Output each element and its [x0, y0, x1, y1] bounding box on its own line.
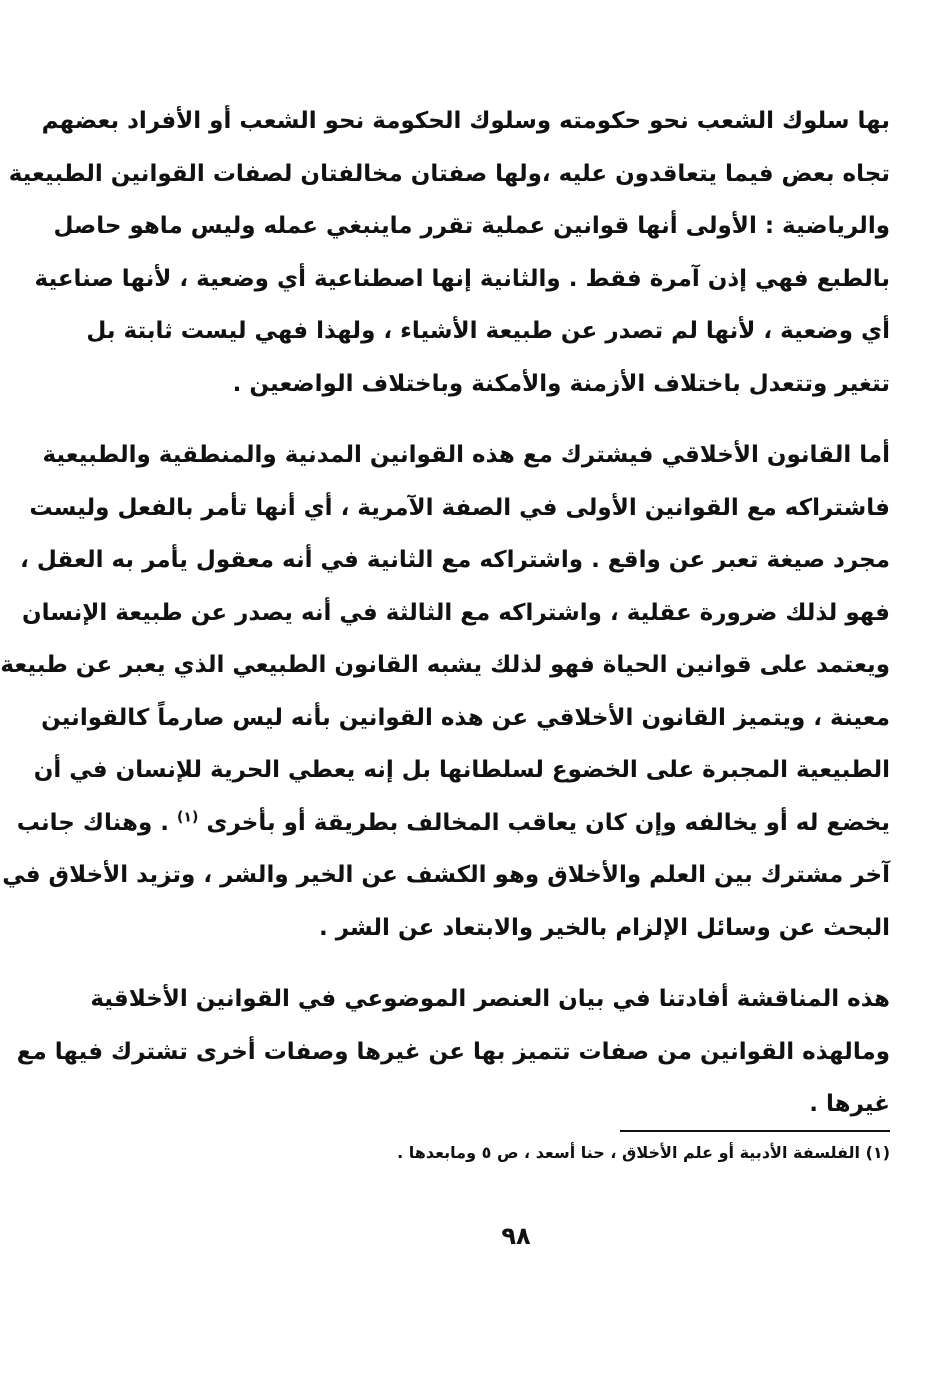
paragraph-1: [8, 95, 890, 410]
text-line: فاشتراكه مع القوانين الأولى في الصفة الآمرية ، أي أنها تأمر بالفعل وليست: [29, 494, 890, 521]
text-segment: يخضع له أو يخالفه وإن كان يعاقب المخالف بطريقة أو بأخرى: [206, 809, 890, 836]
text-line: تتغير وتتعدل باختلاف الأزمنة والأمكنة وباختلاف الواضعين .: [232, 370, 890, 397]
footnote-reference[interactable]: (١): [177, 808, 199, 825]
paragraph-3: [16, 973, 890, 1131]
text-line: معينة ، ويتميز القانون الأخلاقي عن هذه القوانين بأنه ليس صارماً كالقوانين: [41, 704, 890, 731]
page-number: ٩٨: [501, 1222, 531, 1250]
page-body: [0, 95, 890, 1150]
text-line: آخر مشترك بين العلم والأخلاق وهو الكشف عن الخير والشر ، وتزيد الأخلاق في: [2, 862, 890, 888]
text-line: بالطبع فهي إذن آمرة فقط . والثانية إنها اصطناعية أي وضعية ، لأنها صناعية: [34, 265, 890, 292]
footnote-divider: [620, 1130, 890, 1132]
text-line: فهو لذلك ضرورة عقلية ، واشتراكه مع الثالثة في أنه يصدر عن طبيعة الإنسان: [21, 599, 890, 626]
text-line: البحث عن وسائل الإلزام بالخير والابتعاد عن الشر .: [318, 914, 890, 941]
text-line: أما القانون الأخلاقي فيشترك مع هذه القوانين المدنية والمنطقية والطبيعية: [42, 442, 890, 468]
paragraph-2: [0, 429, 890, 954]
text-line: هذه المناقشة أفادتنا في بيان العنصر الموضوعي في القوانين الأخلاقية: [90, 986, 890, 1012]
text-line-with-footnote-ref: [16, 797, 890, 850]
text-line: تجاه بعض فيما يتعاقدون عليه ،ولها صفتان مخالفتان لصفات القوانين الطبيعية: [8, 160, 890, 187]
text-line: ومالهذه القوانين من صفات تتميز بها عن غيرها وصفات أخرى تشترك فيها مع: [16, 1038, 890, 1065]
text-line: أي وضعية ، لأنها لم تصدر عن طبيعة الأشياء ، ولهذا فهي ليست ثابتة بل: [86, 318, 890, 344]
text-line: مجرد صيغة تعبر عن واقع . واشتراكه مع الثانية في أنه معقول يأمر به العقل ،: [20, 547, 890, 573]
text-line: والرياضية : الأولى أنها قوانين عملية تقرر ماينبغي عمله وليس ماهو حاصل: [53, 213, 890, 239]
footnote: (١) الفلسفة الأدبية أو علم الأخلاق ، حنا أسعد ، ص ٥ ومابعدها .: [397, 1143, 890, 1162]
text-line: ويعتمد على قوانين الحياة فهو لذلك يشبه القانون الطبيعي الذي يعبر عن طبيعة: [0, 652, 890, 678]
text-line: الطبيعية المجبرة على الخضوع لسلطانها بل إنه يعطي الحرية للإنسان في أن: [33, 757, 890, 783]
text-line: بها سلوك الشعب نحو حكومته وسلوك الحكومة نحو الشعب أو الأفراد بعضهم: [41, 108, 890, 134]
text-segment: . وهناك جانب: [16, 809, 177, 836]
text-line: غيرها .: [809, 1091, 890, 1117]
